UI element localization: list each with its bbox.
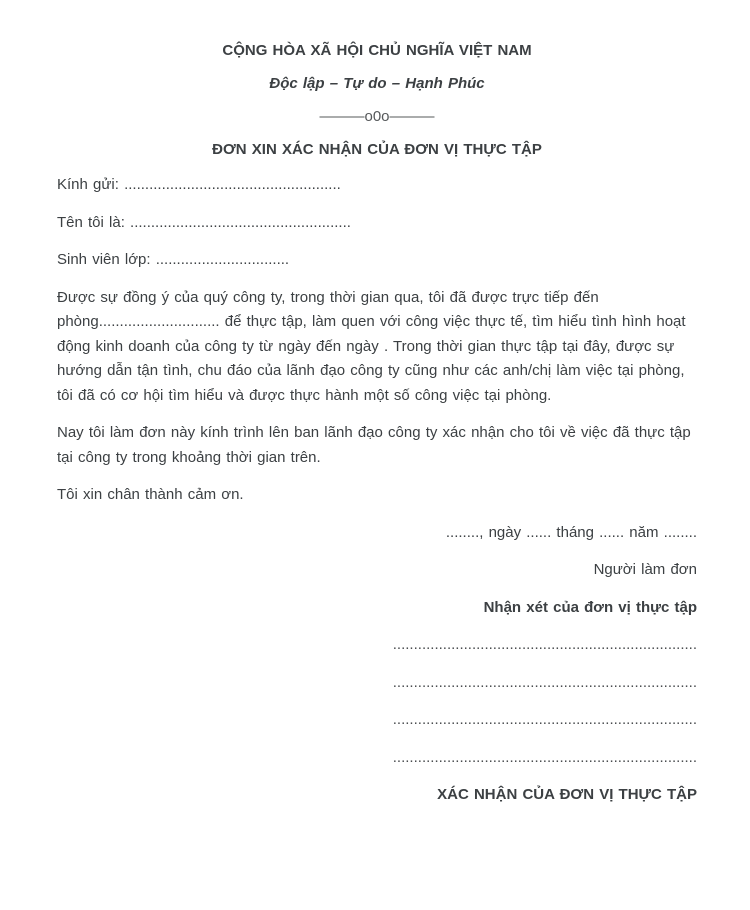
body-paragraph-2: Nay tôi làm đơn này kính trình lên ban lãnh đạo công ty xác nhận cho tôi về việc đã thực tập tại công ty trong khoảng thời gian trên. (57, 424, 691, 466)
document-header (57, 41, 697, 160)
comment-dotted-line: ......................................................................... (392, 636, 697, 653)
date-line: ........, ngày ...... tháng ...... năm ........ (445, 523, 697, 541)
comment-dotted-line: ......................................................................... (392, 748, 697, 766)
form-title: ĐƠN XIN XÁC NHẬN CỦA ĐƠN VỊ THỰC TẬP (212, 141, 542, 158)
confirmation-title: XÁC NHẬN CỦA ĐƠN VỊ THỰC TẬP (437, 786, 697, 803)
recipient-line: Kính gửi: .................................................... (57, 176, 341, 193)
document-body (57, 173, 697, 508)
ornamental-divider: ———o0o——— (319, 108, 435, 125)
comments-title: Nhận xét của đơn vị thực tập (483, 598, 697, 616)
class-line: Sinh viên lớp: ................................ (57, 251, 290, 268)
closing-line: Tôi xin chân thành cảm ơn. (57, 486, 244, 503)
signature-block (57, 521, 697, 808)
national-title: CỘNG HÒA XÃ HỘI CHỦ NGHĨA VIỆT NAM (222, 42, 532, 59)
name-line: Tên tôi là: ..................................................... (57, 213, 351, 231)
body-paragraph-1: Được sự đồng ý của quý công ty, trong thời gian qua, tôi đã được trực tiếp đến phòng............................. để thực tập, làm quen với công việc thực tế, tìm hiểu tình hình hoạt động kinh doanh của công ty từ ngày đến ngày . Trong thời gian thực tập tại đây, được sự hướng dẫn tận tình, chu đáo của lãnh đạo công ty cũng như các anh/chị làm việc tại phòng, tôi đã có cơ hội tìm hiểu và được thực hành một số công việc tại phòng. (57, 288, 686, 404)
signer-title: Người làm đơn (593, 561, 697, 578)
national-motto: Độc lập – Tự do – Hạnh Phúc (269, 75, 485, 92)
comment-dotted-line: ......................................................................... (392, 711, 697, 728)
comment-dotted-line: ......................................................................... (392, 673, 697, 691)
